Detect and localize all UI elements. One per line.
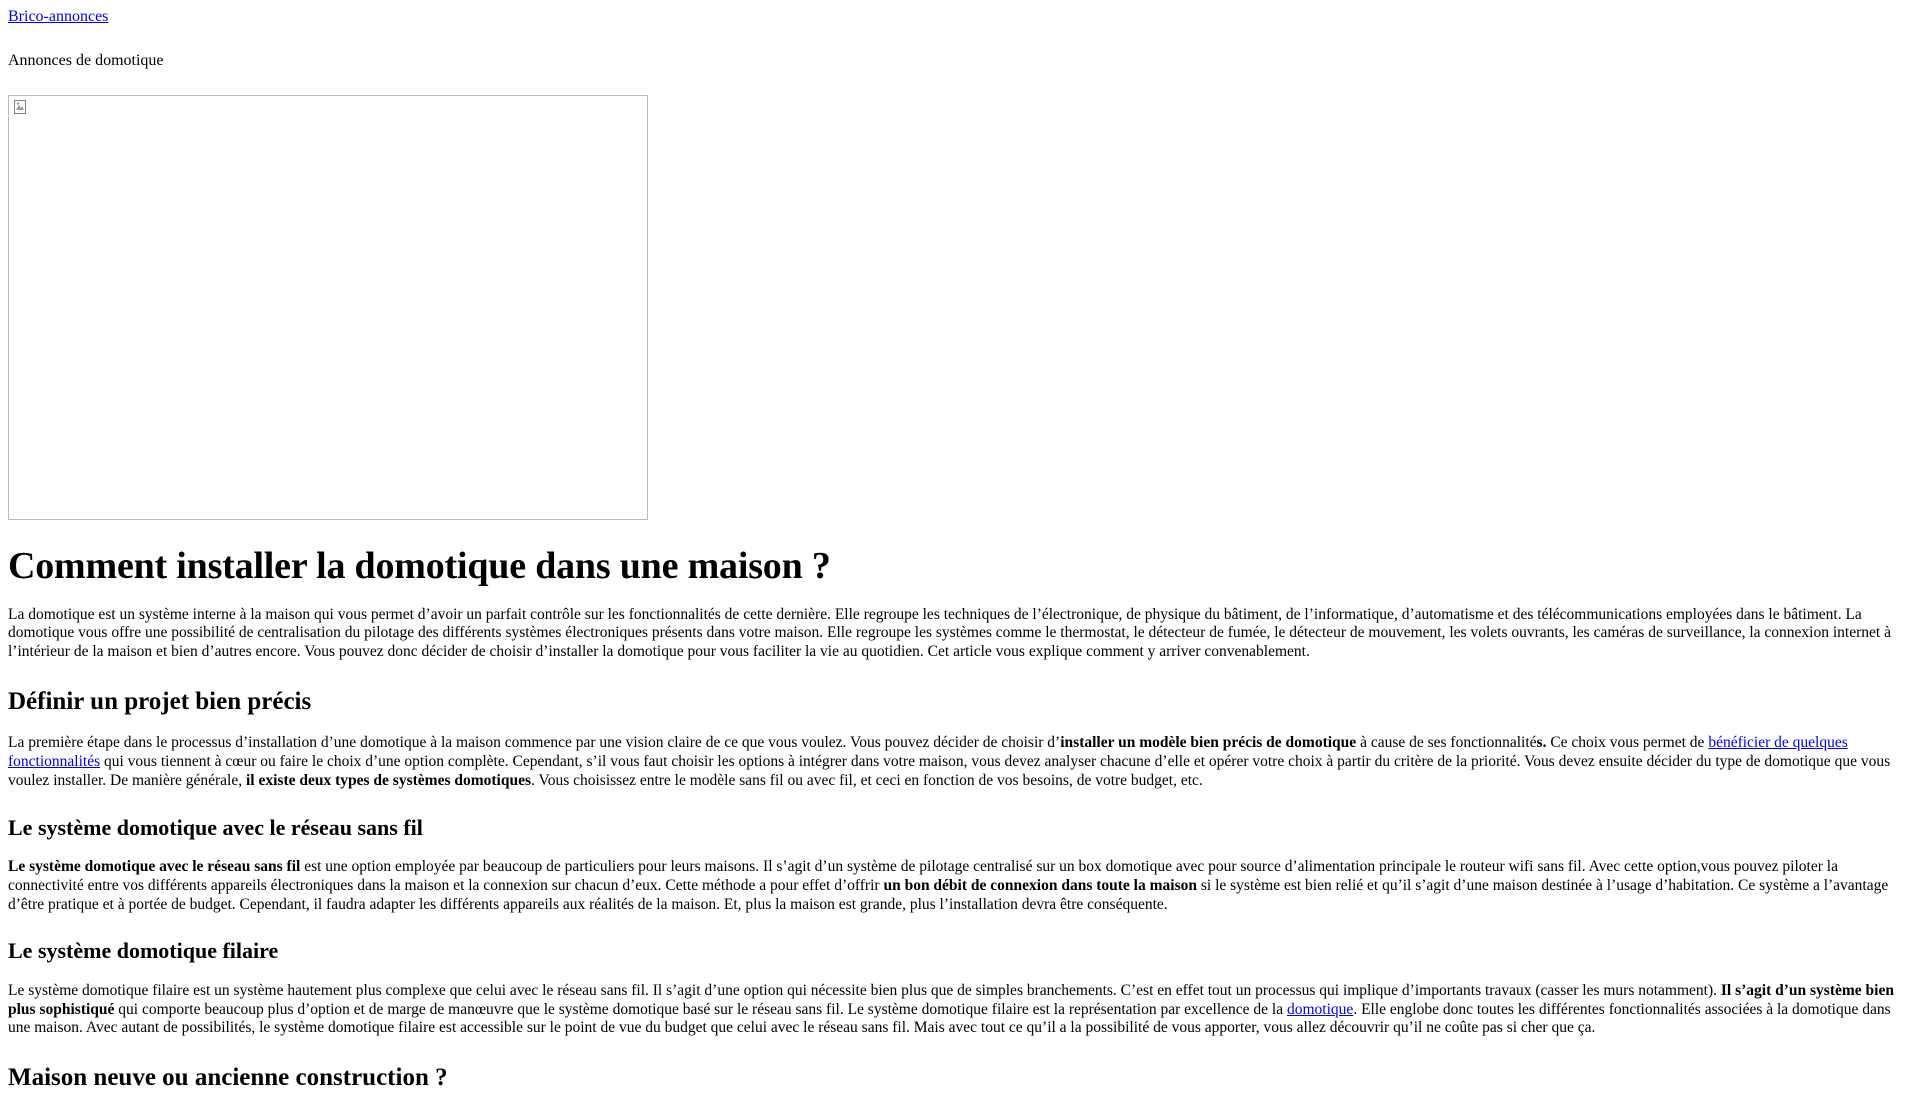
site-header	[8, 8, 1912, 71]
emphasis-text: Il s’agit d’un système bien plus sophistiqué	[8, 981, 1894, 1018]
paragraph-text: qui comporte beaucoup plus d’option et de marge de manœuvre que le système domotique basé sur le réseau sans fil. Le système domotique filaire est la représentation par excellence de la	[114, 1000, 1287, 1018]
emphasis-text: installer un modèle bien précis de domotique	[1060, 733, 1357, 751]
section-paragraph	[8, 734, 1912, 791]
section-paragraph	[8, 982, 1912, 1039]
paragraph-text: . Vous choisissez entre le modèle sans fil ou avec fil, et ceci en fonction de vos besoins, de votre budget, etc.	[531, 771, 1203, 789]
paragraph-text: Ce choix vous permet de	[1546, 733, 1709, 751]
article-hero-image	[8, 95, 648, 520]
page-title: Comment installer la domotique dans une maison ?	[8, 544, 831, 587]
emphasis-text: il existe deux types de systèmes domotiques	[246, 771, 532, 789]
emphasis-text: Le système domotique avec le réseau sans fil	[8, 857, 301, 875]
paragraph-text: . Elle englobe donc toutes les différentes fonctionnalités associées à la domotique dans une maison. Avec autant de possibilités, le système domotique filaire est accessible sur le point de vue du budget que celui avec le réseau sans fil. Mais avec tout ce qu’il a la possibilité de vous apporter, vous allez découvrir qu’il ne coûte pas si cher que ça.	[8, 1000, 1891, 1037]
emphasis-text: s.	[1536, 733, 1547, 751]
section-heading: Maison neuve ou ancienne construction ?	[8, 1064, 448, 1092]
site-tagline: Annonces de domotique	[8, 52, 164, 70]
emphasis-text: un bon débit de connexion dans toute la maison	[883, 876, 1197, 894]
inline-link[interactable]: bénéficier de quelques fonctionnalités	[8, 733, 1848, 770]
inline-link[interactable]: domotique	[1287, 1000, 1354, 1018]
paragraph-text: est une option employée par beaucoup de particuliers pour leurs maisons. Il s’agit d’un système de pilotage centralisé sur un box domotique avec pour source d’alimentation principale le routeur wifi sans fil. Avec cette option,vous pouvez piloter la connectivité entre vos différents appareils électroniques dans la maison et la connexion sur chacun d’eux. Cette méthode a pour effet d’offrir	[8, 857, 1838, 894]
article-intro-paragraph: La domotique est un système interne à la maison qui vous permet d’avoir un parfait contrôle sur les fonctionnalités de cette dernière. Elle regroupe les techniques de l’électronique, de physique du bâtiment, de l’informatique, d’automatisme et des télécommunications employées dans le bâtiment. La domotique vous offre une possibilité de centralisation du pilotage des différents systèmes électroniques présents dans votre maison. Elle regroupe les systèmes comme le thermostat, le détecteur de fumée, le détecteur de mouvement, les volets ouvrants, les caméras de surveillance, la connexion internet à l’intérieur de la maison et bien d’autres encore. Vous pouvez donc décider de choisir d’installer la domotique pour vous faciliter la vie au quotidien. Cet article vous explique comment y arriver convenablement.	[8, 605, 1891, 661]
site-home-link[interactable]: Brico-annonces	[8, 8, 109, 25]
broken-image-icon	[14, 100, 26, 114]
section-heading: Le système domotique avec le réseau sans fil	[8, 814, 423, 840]
section-heading: Définir un projet bien précis	[8, 688, 312, 716]
paragraph-text: Le système domotique filaire est un système hautement plus complexe que celui avec le réseau sans fil. Il s’agit d’une option qui nécessite bien plus que de simples branchements. C’est en effet tout un processus qui implique d’importants travaux (casser les murs notamment).	[8, 981, 1721, 999]
paragraph-text: à cause de ses fonctionnalité	[1356, 733, 1537, 751]
paragraph-text: La première étape dans le processus d’installation d’une domotique à la maison commence par une vision claire de ce que vous voulez. Vous pouvez décider de choisir d’	[8, 733, 1061, 751]
section-heading: Le système domotique filaire	[8, 938, 279, 964]
section-paragraph	[8, 858, 1912, 915]
article-sections	[8, 688, 1912, 1092]
paragraph-text: qui vous tiennent à cœur ou faire le choix d’une option complète. Cependant, s’il vous faut choisir les options à intégrer dans votre maison, vous devez analyser chacune d’elle et opérer votre choix à partir du critère de la priorité. Vous devez ensuite décider du type de domotique que vous voulez installer. De manière générale,	[8, 752, 1891, 789]
paragraph-text: si le système est bien relié et qu’il s’agit d’une maison destinée à l’usage d’habitation. Ce système a l’avantage d’être pratique et à portée de budget. Cependant, il faudra adapter les différents appareils aux réalités de la maison. Et, plus la maison est grande, plus l’installation devra être conséquente.	[8, 876, 1889, 913]
